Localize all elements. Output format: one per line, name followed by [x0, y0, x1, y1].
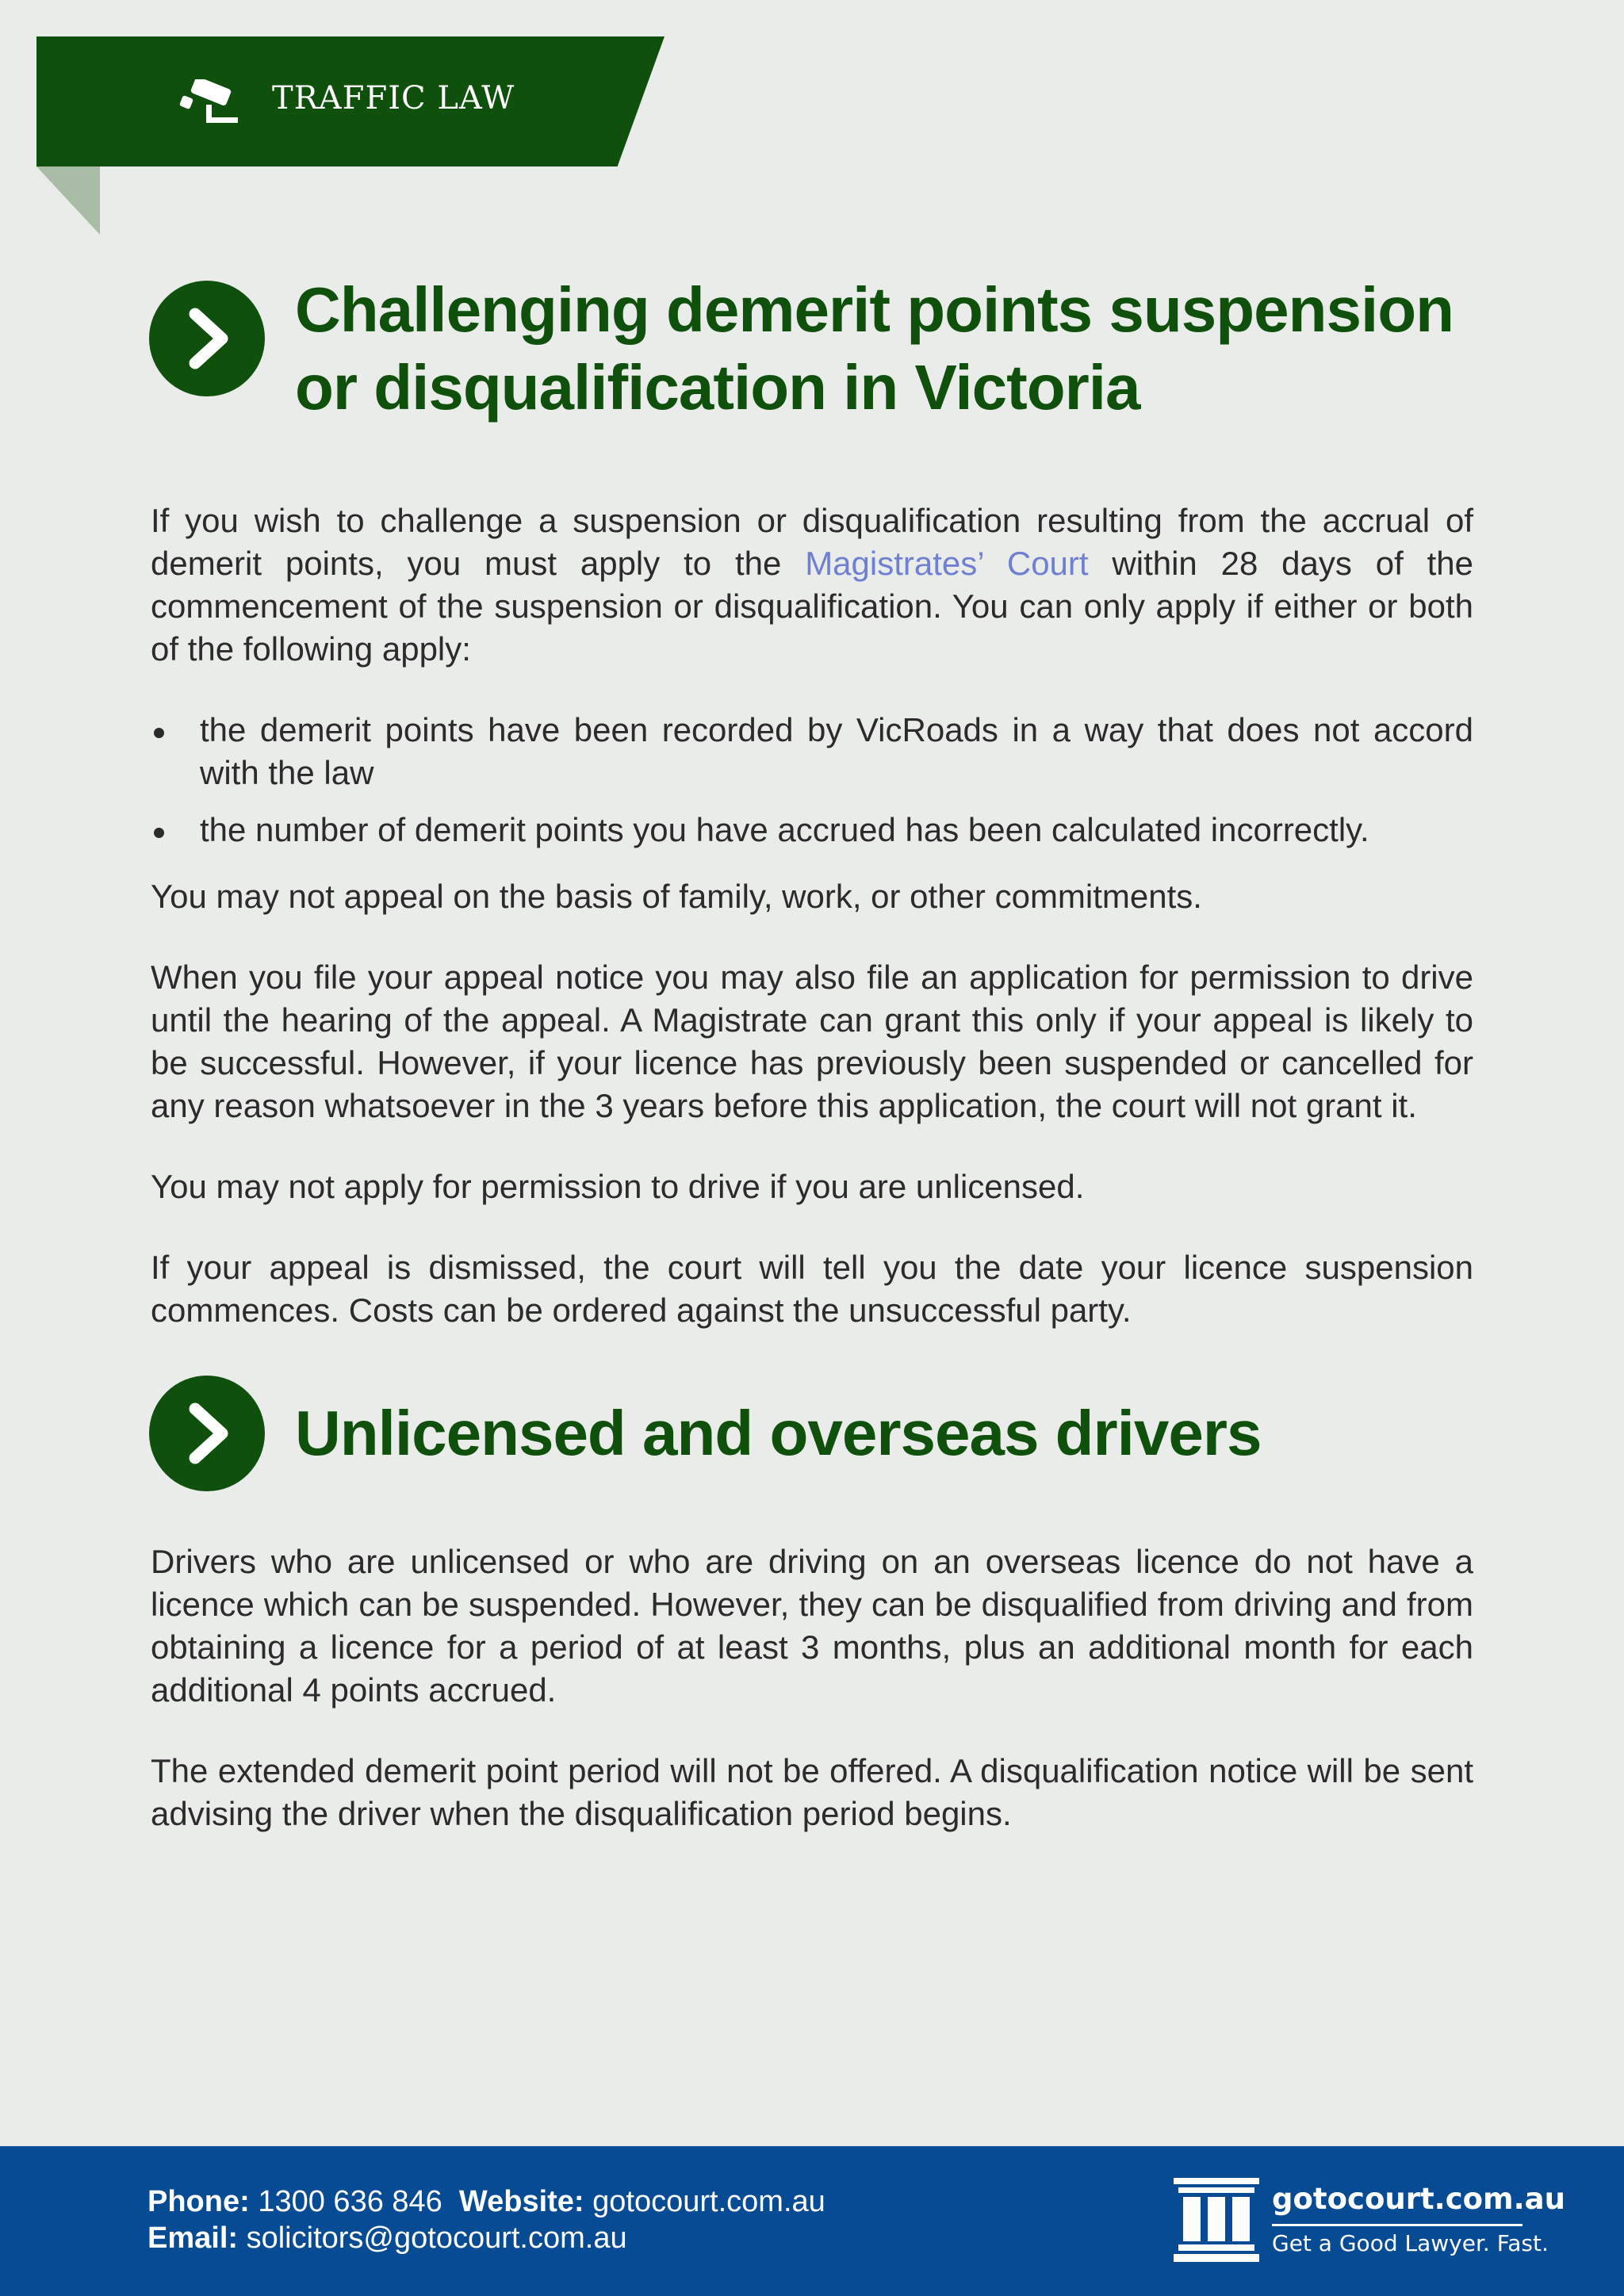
banner-fold: [36, 166, 100, 235]
paragraph: You may not apply for permission to drive if you are unlicensed.: [151, 1168, 1085, 1205]
logo-tagline: Get a Good Lawyer. Fast.: [1272, 2230, 1549, 2256]
banner-label: TRAFFIC LAW: [272, 80, 515, 117]
paragraph: Drivers who are unlicensed or who are driving on an overseas licence do not have a licence which can be suspended. However, they can be disqualified from driving and from obtaining a licence for a period of at least 3 months, plus an additional month for each additional 4 points accrued.: [151, 1543, 1473, 1709]
website-link[interactable]: gotocourt.com.au: [592, 2185, 825, 2218]
email-link[interactable]: solicitors@gotocourt.com.au: [246, 2221, 627, 2255]
list-item: the demerit points have been recorded by VicRoads in a way that does not accord with the law: [151, 709, 1473, 794]
heading-line-1: Challenging demerit points suspension: [295, 274, 1454, 345]
grounds-list: [151, 709, 1473, 851]
footer-contact-line: [147, 2183, 825, 2220]
magistrates-court-link[interactable]: Magistrates’ Court: [805, 545, 1089, 582]
chevron-right-icon: [149, 1376, 265, 1491]
intro-paragraph: [151, 499, 1473, 671]
logo-divider: [1272, 2224, 1522, 2226]
courthouse-icon: [1174, 2178, 1259, 2262]
phone-number[interactable]: 1300 636 846: [258, 2185, 442, 2218]
security-camera-icon: [179, 79, 241, 127]
section-body-unlicensed: [151, 1540, 1473, 1835]
list-item: the number of demerit points you have accrued has been calculated incorrectly.: [151, 809, 1473, 851]
intro-text-continued: within 28 days of the commencement of the suspension or disqualification. You can only apply if either or both of the following apply:: [151, 545, 1473, 668]
paragraph: If your appeal is dismissed, the court will tell you the date your licence suspension commences. Costs can be ordered against the unsuccessful party.: [151, 1249, 1473, 1329]
phone-label: Phone:: [147, 2185, 250, 2218]
footer-email-line: [147, 2220, 627, 2256]
section-title: Unlicensed and overseas drivers: [295, 1398, 1262, 1468]
email-label: Email:: [147, 2221, 239, 2255]
chevron-right-icon: [149, 281, 265, 396]
logo-name: gotocourt.com.au: [1272, 2182, 1565, 2216]
section-body-challenging: [151, 499, 1473, 1332]
paragraph: When you file your appeal notice you may also file an application for permission to drive until the hearing of the appeal. A Magistrate can grant this only if your appeal is likely to be successful. However, if your licence has previously been suspended or cancelled for any reason whatsoever in the 3 years before this application, the court will not grant it.: [151, 959, 1473, 1124]
website-label: Website:: [458, 2185, 584, 2218]
intro-text: If you wish to challenge a suspension or disqualification resulting from the accrual of demerit points, you must apply to the: [151, 502, 1473, 582]
paragraph: You may not appeal on the basis of family, work, or other commitments.: [151, 878, 1202, 915]
footer: [0, 2146, 1624, 2296]
heading-line-2: or disqualification in Victoria: [295, 352, 1140, 423]
paragraph: The extended demerit point period will not be offered. A disqualification notice will be sent advising the driver when the disqualification period begins.: [151, 1752, 1473, 1832]
section-title: [295, 271, 1624, 427]
